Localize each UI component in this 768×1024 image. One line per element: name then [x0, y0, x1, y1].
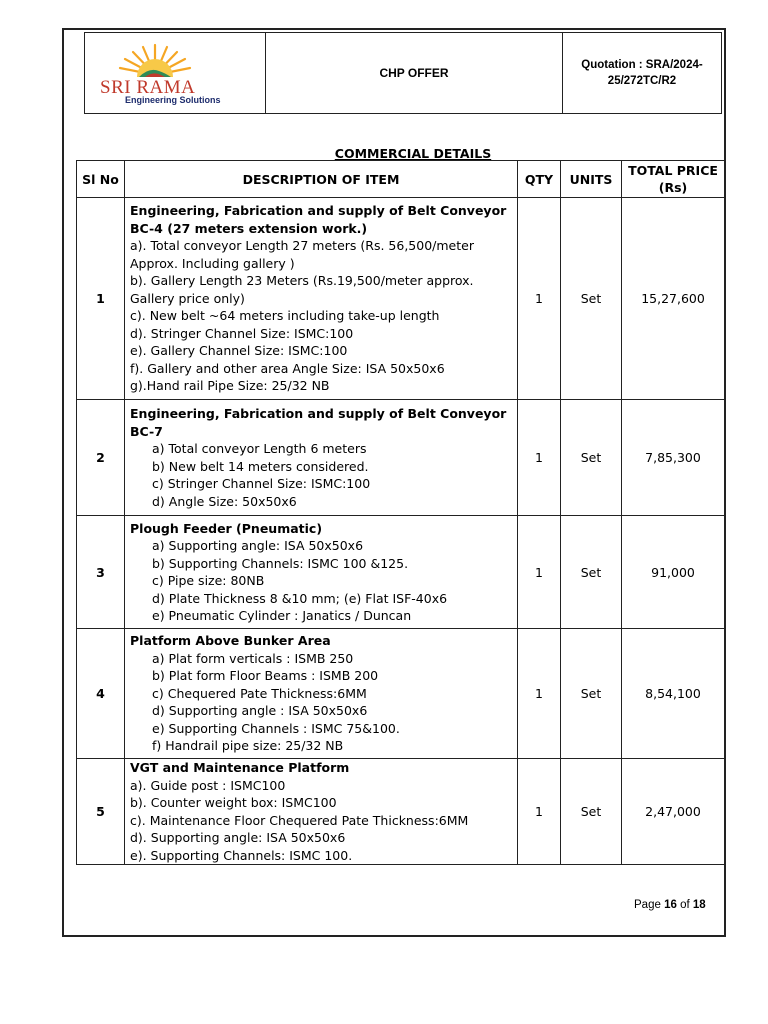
header-sl-no: Sl No: [77, 161, 125, 198]
row-price: 7,85,300: [622, 400, 725, 516]
page-total: 18: [692, 899, 706, 911]
row-sl-no: 5: [77, 759, 125, 865]
commercial-table: [76, 160, 725, 865]
item-spec: b) New belt 14 meters considered.: [152, 458, 369, 474]
page-number: [634, 899, 706, 911]
item-spec: c) Chequered Pate Thickness:6MM: [152, 685, 367, 701]
item-spec: b) Plat form Floor Beams : ISMB 200: [152, 668, 379, 684]
table-row: [77, 516, 725, 629]
row-units: Set: [561, 516, 622, 629]
header-total-price: TOTAL PRICE (Rs): [622, 161, 725, 198]
quotation-number: Quotation : SRA/2024-25/272TC/R2: [581, 59, 703, 87]
table-row: [77, 198, 725, 400]
item-spec: a) Plat form verticals : ISMB 250: [152, 650, 354, 666]
page-current: 16: [664, 899, 677, 911]
document-title: CHP OFFER: [266, 33, 563, 113]
item-spec: c) Pipe size: 80NB: [152, 573, 265, 588]
row-qty: 1: [518, 629, 561, 759]
row-units: Set: [561, 400, 622, 516]
item-spec: b) Supporting Channels: ISMC 100 &125.: [152, 555, 409, 571]
row-sl-no: 3: [77, 516, 125, 629]
row-price: 2,47,000: [622, 759, 725, 865]
item-spec: d). Supporting angle: ISA 50x50x6: [130, 830, 346, 845]
item-spec: d) Plate Thickness 8 &10 mm; (e) Flat ISF-40x6: [152, 590, 448, 606]
item-spec: e). Gallery Channel Size: ISMC:100: [130, 343, 348, 359]
item-spec: c) Stringer Channel Size: ISMC:100: [152, 476, 371, 491]
row-price: 15,27,600: [622, 198, 725, 400]
item-spec: a). Guide post : ISMC100: [130, 777, 286, 793]
item-spec: f). Gallery and other area Angle Size: ISA 50x50x6: [130, 360, 445, 376]
item-heading: Engineering, Fabrication and supply of Belt Conveyor BC-4 (27 meters extension work.): [130, 203, 507, 236]
item-spec: g).Hand rail Pipe Size: 25/32 NB: [130, 378, 330, 394]
row-qty: 1: [518, 516, 561, 629]
row-description: [125, 629, 518, 759]
row-description: [125, 759, 518, 865]
item-heading: Platform Above Bunker Area: [130, 633, 331, 649]
header-qty: QTY: [518, 161, 561, 198]
row-price: 91,000: [622, 516, 725, 629]
row-description: [125, 400, 518, 516]
table-row: [77, 759, 725, 865]
sun-logo-icon: [95, 41, 205, 81]
item-spec: e) Supporting Channels : ISMC 75&100.: [152, 720, 400, 736]
page-label: Page: [634, 899, 661, 911]
page-of: of: [680, 899, 690, 911]
item-spec: b). Gallery Length 23 Meters (Rs.19,500/meter approx. Gallery price only): [130, 273, 474, 306]
item-spec: f) Handrail pipe size: 25/32 NB: [152, 738, 344, 754]
row-units: Set: [561, 759, 622, 865]
item-spec: d). Stringer Channel Size: ISMC:100: [130, 325, 354, 341]
section-title: COMMERCIAL DETAILS: [334, 146, 492, 161]
row-qty: 1: [518, 198, 561, 400]
row-sl-no: 2: [77, 400, 125, 516]
item-spec: a). Total conveyor Length 27 meters (Rs. 56,500/meter Approx. Including gallery ): [130, 238, 474, 271]
row-units: Set: [561, 629, 622, 759]
table-row: [77, 629, 725, 759]
document-header: [84, 32, 722, 114]
row-sl-no: 4: [77, 629, 125, 759]
item-spec: b). Counter weight box: ISMC100: [130, 795, 337, 810]
header-units: UNITS: [561, 161, 622, 198]
row-qty: 1: [518, 759, 561, 865]
item-heading: Engineering, Fabrication and supply of Belt Conveyor BC-7: [130, 406, 507, 439]
item-spec: d) Supporting angle : ISA 50x50x6: [152, 703, 368, 719]
logo-company-name: SRI RAMA: [100, 77, 196, 98]
header-description: DESCRIPTION OF ITEM: [125, 161, 518, 198]
row-description: [125, 198, 518, 400]
table-row: [77, 400, 725, 516]
row-price: 8,54,100: [622, 629, 725, 759]
row-qty: 1: [518, 400, 561, 516]
item-spec: e) Pneumatic Cylinder : Janatics / Duncan: [152, 608, 412, 623]
table-header-row: [77, 161, 725, 198]
logo-tagline: Engineering Solutions: [125, 95, 221, 105]
item-spec: a) Total conveyor Length 6 meters: [152, 441, 367, 456]
row-units: Set: [561, 198, 622, 400]
row-description: [125, 516, 518, 629]
item-heading: Plough Feeder (Pneumatic): [130, 520, 323, 536]
row-sl-no: 1: [77, 198, 125, 400]
item-spec: c). Maintenance Floor Chequered Pate Thickness:6MM: [130, 812, 469, 828]
item-spec: c). New belt ~64 meters including take-up length: [130, 308, 440, 324]
item-spec: e). Supporting Channels: ISMC 100.: [130, 847, 353, 863]
item-spec: a) Supporting angle: ISA 50x50x6: [152, 538, 364, 553]
company-logo: [85, 33, 266, 113]
item-spec: d) Angle Size: 50x50x6: [152, 493, 297, 509]
item-heading: VGT and Maintenance Platform: [130, 760, 350, 775]
